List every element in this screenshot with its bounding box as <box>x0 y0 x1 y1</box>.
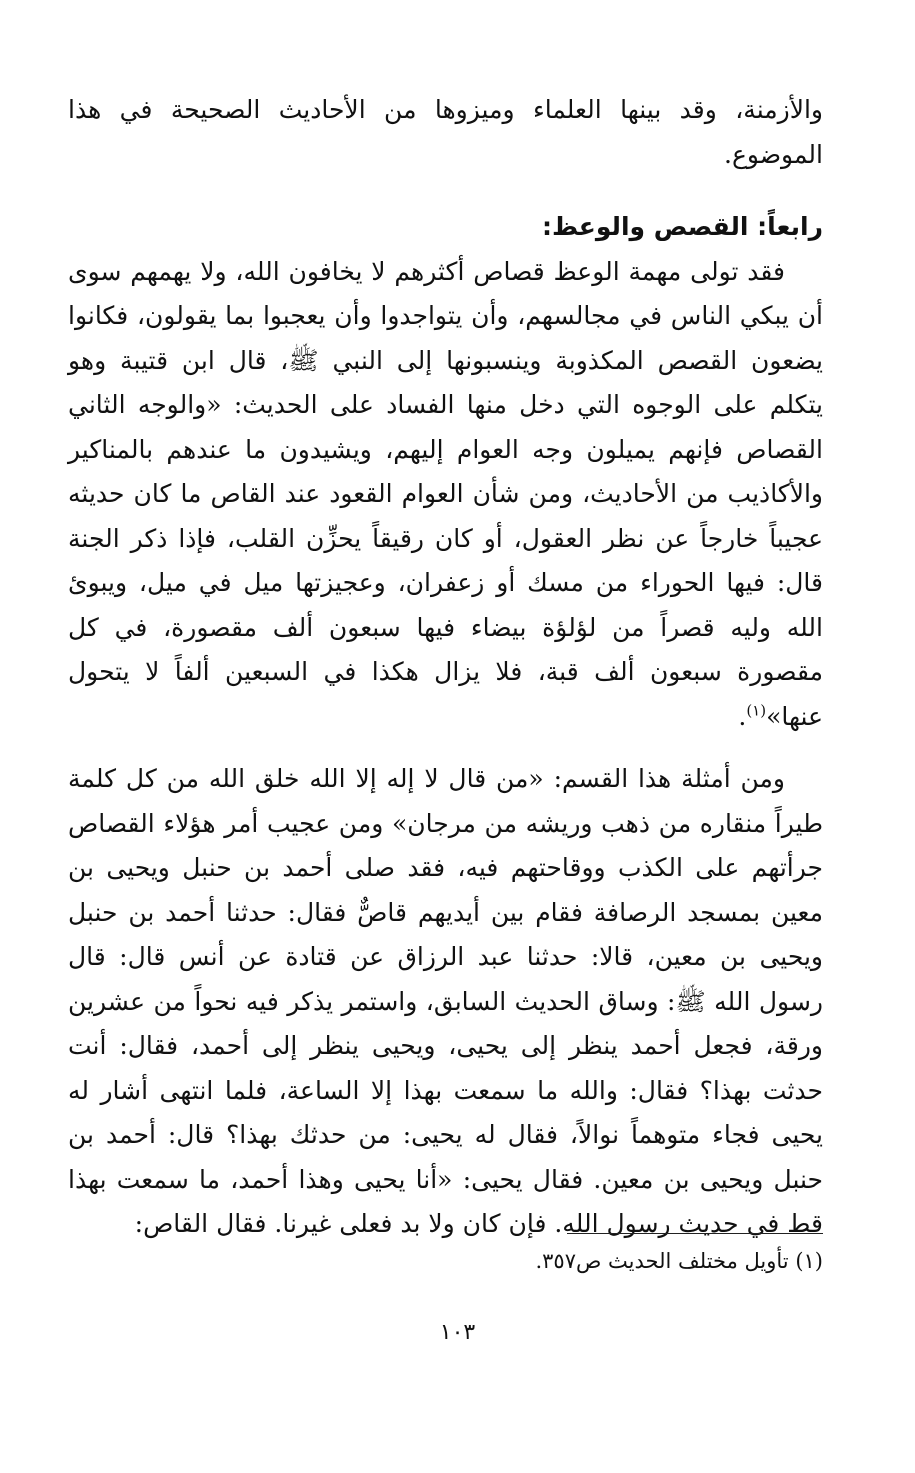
paragraph-examples: ومن أمثلة هذا القسم: «من قال لا إله إلا الله خلق الله من كل كلمة طيراً منقاره من ذهب وريشه من مرجان» ومن عجيب أمر هؤلاء القصاص جرأتهم على الكذب ووقاحتهم فيه، فقد صلى أحمد بن حنبل ويحيى بن معين بمسجد الرصافة فقام بين أيديهم قاصٌّ فقال: حدثنا أحمد بن حنبل ويحيى بن معين، قالا: حدثنا عبد الرزاق عن قتادة عن أنس قال: قال رسول الله ﷺ: وساق الحديث السابق، واستمر يذكر فيه نحواً من عشرين ورقة، فجعل أحمد ينظر إلى يحيى، ويحيى ينظر إلى أحمد، فقال: أنت حدثت بهذا؟ فقال: والله ما سمعت بهذا إلا الساعة، فلما انتهى أشار له يحيى فجاء متوهماً نوالاً، فقال له يحيى: من حدثك بهذا؟ قال: أحمد بن حنبل ويحيى بن معين. فقال يحيى: «أنا يحيى وهذا أحمد، ما سمعت بهذا قط في حديث رسول الله. فإن كان ولا بد فعلى غيرنا. فقال القاص: <box>68 764 823 1238</box>
paragraph-storytellers-text: فقد تولى مهمة الوعظ قصاص أكثرهم لا يخافون الله، ولا يهمهم سوى أن يبكي الناس في مجالسهم، وأن يتواجدوا وأن يعجبوا بما يقولون، فكانوا يضعون القصص المكذوبة وينسبونها إلى النبي ﷺ، قال ابن قتيبة وهو يتكلم على الوجوه التي دخل منها الفساد على الحديث: «والوجه الثاني القصاص فإنهم يميلون وجه العوام إليهم، ويشيدون ما عندهم بالمناكير والأكاذيب من الأحاديث، ومن شأن العوام القعود عند القاص ما كان حديثه عجيباً خارجاً عن نظر العقول، أو كان رقيقاً يحزِّن القلب، فإذا ذكر الجنة قال: فيها الحوراء من مسك أو زعفران، وعجيزتها ميل في ميل، ويبوئ الله وليه قصراً من لؤلؤة بيضاء فيها سبعون ألف مقصورة، في كل مقصورة سبعون ألف قبة، فلا يزال هكذا في السبعين ألفاً لا يتحول عنها» <box>68 256 823 731</box>
footnote-divider <box>567 1233 823 1234</box>
section-heading: رابعاً: القصص والوعظ: <box>542 212 823 241</box>
paragraph-storytellers <box>68 250 823 740</box>
paragraph-storytellers-end: . <box>738 701 747 731</box>
page-number: ١٠٣ <box>439 1320 476 1345</box>
footnote: (١) تأويل مختلف الحديث ص٣٥٧. <box>535 1249 823 1273</box>
footnote-reference: (١) <box>746 701 767 720</box>
paragraph-continuation: والأزمنة، وقد بينها العلماء وميزوها من الأحاديث الصحيحة في هذا الموضوع. <box>68 95 823 169</box>
